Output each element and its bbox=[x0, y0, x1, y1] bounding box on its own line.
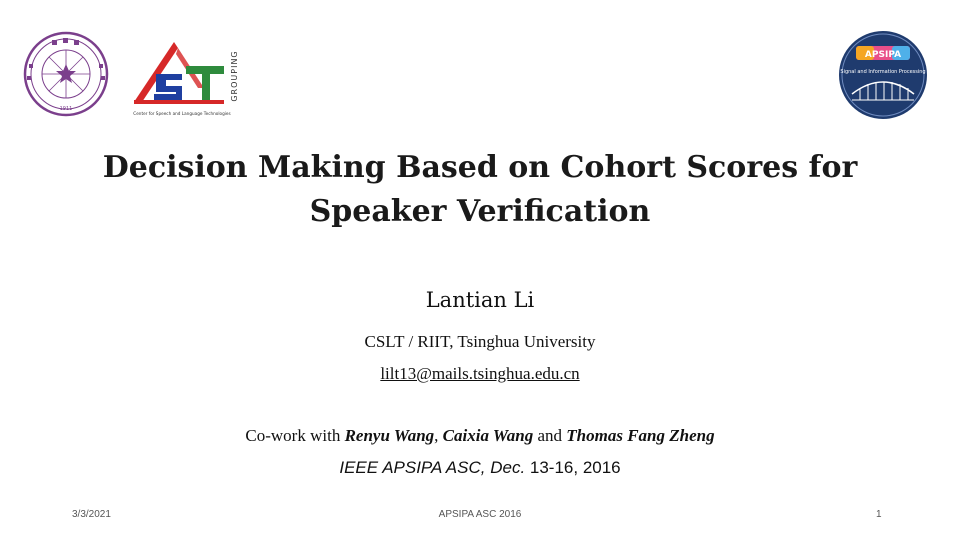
affiliation: CSLT / RIIT, Tsinghua University bbox=[364, 332, 596, 351]
coauthor-and: and bbox=[533, 426, 567, 445]
cslt-caption: Center for Speech and Language Technologies bbox=[133, 111, 231, 116]
seal-year: 1911 bbox=[59, 106, 73, 112]
tsinghua-seal-logo bbox=[12, 30, 120, 118]
email-link[interactable]: lilt13@mails.tsinghua.edu.cn bbox=[380, 364, 580, 383]
apsipa-tagline: Signal and Information Processing bbox=[840, 69, 926, 75]
apsipa-logo bbox=[838, 28, 928, 122]
title-line-1: Decision Making Based on Cohort Scores for bbox=[102, 150, 858, 185]
coauthor-3: Thomas Fang Zheng bbox=[566, 426, 715, 445]
cslt-wordmark: GROUPING bbox=[230, 50, 239, 102]
coauthor-1: Renyu Wang bbox=[344, 426, 435, 445]
footer-conference: APSIPA ASC 2016 bbox=[438, 509, 522, 520]
cslt-logo bbox=[126, 30, 246, 120]
apsipa-name: APSIPA bbox=[864, 50, 902, 60]
coauthor-separator: , bbox=[434, 426, 443, 445]
coauthors-line bbox=[100, 426, 860, 446]
author-name: Lantian Li bbox=[425, 288, 535, 312]
slide-title bbox=[80, 146, 880, 234]
title-line-2: Speaker Verification bbox=[309, 194, 651, 229]
coauthor-2: Caixia Wang bbox=[442, 426, 534, 445]
venue-line bbox=[200, 458, 760, 478]
venue-dates: 13-16, 2016 bbox=[525, 458, 621, 477]
venue-name: IEEE APSIPA ASC, Dec. bbox=[339, 458, 526, 477]
slide-number: 1 bbox=[876, 509, 882, 520]
coauthors-prefix: Co-work with bbox=[245, 426, 345, 445]
footer-date: 3/3/2021 bbox=[72, 509, 111, 520]
